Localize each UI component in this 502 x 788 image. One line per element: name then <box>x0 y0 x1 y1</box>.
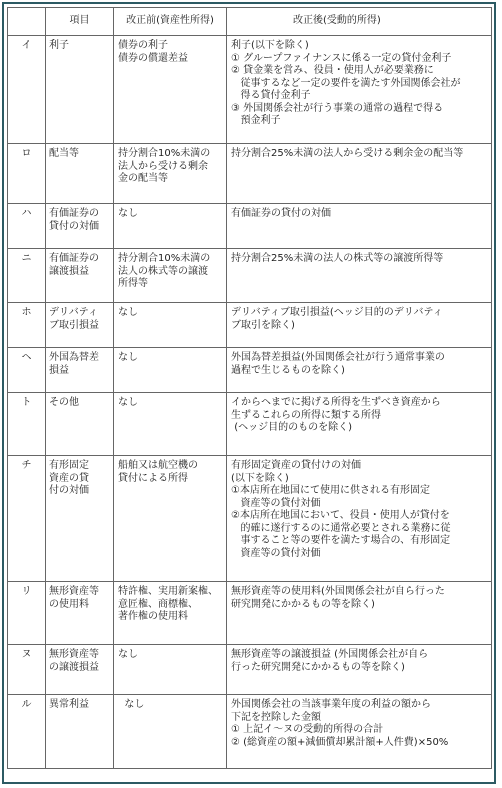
row-mark: イ <box>8 36 46 144</box>
row-after <box>227 348 492 393</box>
row-item-line: ブ取引損益 <box>49 319 99 331</box>
row-after-line: ③ 外国関係会社が行う事業の通常の過程で得る <box>231 102 444 114</box>
row-before-line: 持分割合10%未満の <box>118 148 211 159</box>
row-after <box>227 249 492 303</box>
row-before <box>114 144 227 204</box>
table-row <box>8 695 492 769</box>
table-row <box>8 456 492 582</box>
row-before-line: なし <box>118 307 138 318</box>
row-after-line: 従事するなど一定の要件を満たす外国関係会社が <box>231 77 461 89</box>
row-item-line: 配当等 <box>49 148 79 159</box>
row-before <box>114 456 227 582</box>
row-before <box>114 249 227 303</box>
row-before-line: 法人から受ける剰余 <box>118 160 208 172</box>
row-after-line: 過程で生じるものを除く) <box>231 364 345 376</box>
table-row <box>8 144 492 204</box>
row-item-line: デリバティ <box>49 307 98 318</box>
row-after <box>227 695 492 769</box>
row-item-line: 外国為替差 <box>49 352 99 363</box>
row-after-line: 無形資産等の使用料(外国関係会社が自ら行った <box>231 586 445 597</box>
row-after <box>227 144 492 204</box>
row-after-line: 生ずるこれらの所得に類する所得 <box>231 409 381 421</box>
row-mark: ル <box>8 695 46 769</box>
row-item-line: その他 <box>49 397 79 408</box>
row-before-line: なし <box>118 699 145 710</box>
row-after-line: ① 上記イ～ヌの受動的所得の合計 <box>231 724 384 735</box>
row-before <box>114 36 227 144</box>
row-after <box>227 645 492 695</box>
row-before <box>114 582 227 645</box>
row-item <box>46 695 114 769</box>
row-mark: ヌ <box>8 645 46 695</box>
row-after-line: 外国関係会社の当該事業年度の利益の額から <box>231 699 431 710</box>
row-item <box>46 36 114 144</box>
row-before-line: 意匠権、商標権、 <box>118 598 198 610</box>
row-before-line: 債券の償還差益 <box>118 52 188 64</box>
row-after-line: イからヘまでに掲げる所得を生ずべき資産から <box>231 397 441 408</box>
row-mark: ニ <box>8 249 46 303</box>
header-after: 改正後(受動的所得) <box>227 8 492 36</box>
header-row <box>8 8 492 36</box>
row-item-line: 有価証券の <box>49 208 99 219</box>
row-before-line: なし <box>118 352 138 363</box>
row-after-line: 持分割合25%未満の法人の株式等の譲渡所得等 <box>231 253 444 264</box>
row-item-line: 損益 <box>49 364 69 376</box>
row-after-line: ② (総資産の額+減価償却累計額+人件費)×50% <box>231 736 449 748</box>
row-item-line: 資産の貸 <box>49 472 89 484</box>
row-before <box>114 204 227 249</box>
row-before <box>114 303 227 348</box>
row-after-line: 有価証券の貸付の対価 <box>231 208 331 219</box>
row-before <box>114 695 227 769</box>
row-after-line: 有形固定資産の貸付けの対価 <box>231 460 361 471</box>
row-before <box>114 348 227 393</box>
row-item <box>46 204 114 249</box>
row-mark: ヘ <box>8 348 46 393</box>
row-item-line: 有形固定 <box>49 460 89 471</box>
row-item-line: 無形資産等 <box>49 586 99 597</box>
row-before-line: 法人の株式等の譲渡 <box>118 265 208 277</box>
row-mark: ホ <box>8 303 46 348</box>
row-after-line: 利子(以下を除く) <box>231 40 309 51</box>
row-after-line: 預金利子 <box>231 115 281 126</box>
row-after-line: 的確に遂行するのに通常必要とされる業務に従 <box>231 522 451 534</box>
table-row <box>8 393 492 456</box>
row-after-line: 得る貸付金利子 <box>231 90 311 101</box>
row-item-line: の譲渡損益 <box>49 661 99 673</box>
header-mark <box>8 8 46 36</box>
table-frame <box>2 2 496 784</box>
row-item <box>46 393 114 456</box>
row-before-line: 著作権の使用料 <box>118 611 188 622</box>
row-after-line: 下記を控除した金額 <box>231 711 321 723</box>
row-before-line: 特許権、実用新案権、 <box>118 586 218 597</box>
row-item-line: 有価証券の <box>49 253 99 264</box>
row-item-line: 貸付の対価 <box>49 220 99 232</box>
table-row <box>8 348 492 393</box>
row-mark: リ <box>8 582 46 645</box>
row-item-line: の使用料 <box>49 598 89 610</box>
row-item-line: 異常利益 <box>49 699 89 710</box>
row-before-line: なし <box>118 397 138 408</box>
row-item-line: 無形資産等 <box>49 649 99 660</box>
header-before: 改正前(資産性所得) <box>114 8 227 36</box>
row-item <box>46 144 114 204</box>
row-before-line: なし <box>118 208 138 219</box>
row-item <box>46 249 114 303</box>
row-before-line: 所得等 <box>118 278 148 289</box>
row-item-line: 利子 <box>49 40 69 51</box>
row-item-line: 譲渡損益 <box>49 265 89 277</box>
table-row <box>8 36 492 144</box>
row-after-line: デリバティブ取引損益(ヘッジ目的のデリバティ <box>231 307 443 318</box>
row-mark: ハ <box>8 204 46 249</box>
row-before-line: なし <box>118 649 138 660</box>
row-before-line: 金の配当等 <box>118 173 168 184</box>
row-after-line: 資産等の貸付対価 <box>231 547 321 559</box>
row-after <box>227 582 492 645</box>
table-row <box>8 303 492 348</box>
row-after-line: 持分割合25%未満の法人から受ける剰余金の配当等 <box>231 148 464 159</box>
income-comparison-table <box>7 7 492 769</box>
header-item: 項目 <box>46 8 114 36</box>
row-after-line: ①本店所在地国にて使用に供される有形固定 <box>231 485 430 496</box>
table-row <box>8 204 492 249</box>
row-before-line: 貸付による所得 <box>118 472 188 484</box>
row-after-line: (以下を除く) <box>231 472 289 484</box>
row-before <box>114 645 227 695</box>
row-item-line: 付の対価 <box>49 485 89 496</box>
row-after-line: 研究開発にかかるもの等を除く) <box>231 598 375 610</box>
row-after-line: 行った研究開発にかかるもの等を除く) <box>231 661 405 673</box>
row-after-line: ②本店所在地国において、役員・使用人が貸付を <box>231 510 450 521</box>
row-item <box>46 348 114 393</box>
row-after <box>227 204 492 249</box>
row-after-line: 無形資産等の譲渡損益 (外国関係会社が自ら <box>231 649 429 660</box>
row-after-line: (ヘッジ目的のものを除く) <box>231 422 352 433</box>
row-after-line: ブ取引を除く) <box>231 319 295 331</box>
row-item <box>46 303 114 348</box>
row-mark: ト <box>8 393 46 456</box>
row-after <box>227 456 492 582</box>
row-after-line: 外国為替差損益(外国関係会社が行う通常事業の <box>231 352 445 363</box>
row-after-line: 事すること等の要件を満たす場合の、有形固定 <box>231 535 451 546</box>
table-row <box>8 582 492 645</box>
table-row <box>8 645 492 695</box>
row-item <box>46 456 114 582</box>
row-before <box>114 393 227 456</box>
row-after-line: ② 貸金業を営み、役員・使用人が必要業務に <box>231 65 434 76</box>
row-after <box>227 393 492 456</box>
row-before-line: 持分割合10%未満の <box>118 253 211 264</box>
table-body <box>8 36 492 769</box>
row-before-line: 船舶又は航空機の <box>118 460 198 471</box>
row-after-line: ① グループファイナンスに係る一定の貸付金利子 <box>231 52 452 64</box>
row-mark: チ <box>8 456 46 582</box>
table-row <box>8 249 492 303</box>
row-after-line: 資産等の貸付対価 <box>231 497 321 509</box>
row-mark: ロ <box>8 144 46 204</box>
row-item <box>46 645 114 695</box>
row-after <box>227 36 492 144</box>
row-after <box>227 303 492 348</box>
row-item <box>46 582 114 645</box>
row-before-line: 債券の利子 <box>118 40 168 51</box>
